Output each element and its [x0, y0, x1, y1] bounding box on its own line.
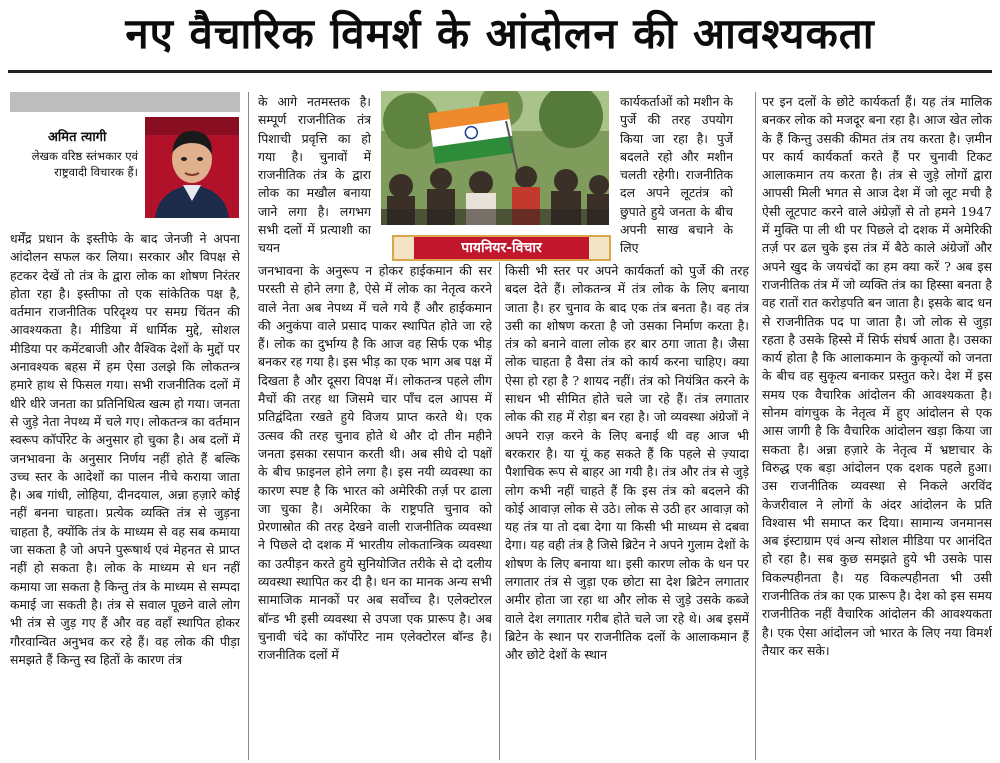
column-2-top-text: के आगे नतमस्तक है। सम्पूर्ण राजनीतिक तंत्र पिशाची प्रवृत्ति का हो गया है। चुनावों में राजनीतिक तंत्र के द्वारा लोक का मखौल बनाया जाने लगा है। लगभग सभी दलों में प्रत्याशी का चयन — [258, 94, 371, 255]
column-3-top — [620, 93, 733, 265]
column-3-top-text: कार्यकर्ताओं को मशीन के पुर्जे की तरह उपयोग किया जा रहा है। पुर्जे बदलते रहो और मशीन चलती रहेगी। राजनीतिक दल अपने लूटतंत्र को छुपाते हुये जनता के बीच अपनी साख बचाने के लिए — [620, 94, 733, 256]
section-banner — [392, 235, 611, 261]
column-2-top — [258, 93, 371, 255]
author-name: अमित त्यागी — [48, 130, 107, 145]
headline-rule — [8, 70, 992, 73]
column-2-main — [258, 262, 492, 762]
column-divider — [755, 92, 756, 760]
author-description: लेखक वरिष्ठ स्तंभकार एवं राष्ट्रवादी विचारक हैं। — [31, 149, 138, 179]
column-2-main-text: जनभावना के अनुरूप न होकर हाईकमान की सर परस्ती से होने लगा है, ऐसे में लोक का नेतृत्व करने वाले नेता अब नेपथ्य में चले गये हैं और हाईकमान की अनुकंपा वाले प्रसाद पाकर स्थापित होते जा रहे हैं। लोक का दुर्भाग्य है कि आज वह सिर्फ एक भीड़ बनकर रह गया है। इस भीड़ का एक भाग अब पक्ष में दिखता है और दूसरा विपक्ष में। लोकतन्त्र पहले लीग मैचों की तरह था जिसमे चार पाँच दल आपस में प्रतिद्वंदिता रखते हुये विजय प्राप्त करते थे। एक उत्सव की तरह चुनाव होते थे और दो तीन महीने जनता इसका रसपान करती थी। अब सीधे दो पक्षों के बीच फ़ाइनल होने लगा है। इस नयी व्यवस्था का कारण स्पष्ट है कि भारत को अमेरिकी तर्ज़ पर ढाला जा चुका है। अमेरिका के राष्ट्रपति चुनाव को प्रेरणास्रोत की तरह देखने वाली राजनीतिक व्यवस्था ने पिछले दो दशक में भारतीय लोकतान्त्रिक व्यवस्था का उत्पीड़न करते हुये सुनियोजित तरीके से दो दलीय व्यवस्था स्थापित कर दी है। धन का मानक अन्य सभी सामाजिक मानकों पर अब सर्वोच्च है। एलेक्टोरल बॉन्ड भी इसी व्यवस्था से उपजा एक प्रारूप है। अब चुनावी चंदे का कॉर्पोरेट नाम एलेक्टोरल बॉन्ड है। राजनीतिक दलों में — [258, 263, 492, 663]
protest-photo — [381, 91, 609, 225]
column-4 — [762, 93, 992, 761]
section-banner-label: पायनियर-विचार — [414, 237, 589, 259]
column-4-text: पर इन दलों के छोटे कार्यकर्ता हैं। यह तंत्र मालिक बनकर लोक को मजदूर बना रहा है। आज खेत लोक के हैं किन्तु उसकी कीमत तंत्र तय करता है। ज़मीन पर कार्य कार्यकर्ता करते हैं पर चुनावी टिकट आलाकमान तय करता है। तंत्र से जुड़े लोगों द्वारा आपसी मिली भगत से आज देश में जो लूट मची है ऐसी लूटपाट करने वाले अंग्रेज़ों से तो हमने 1947 में मुक्ति पा ली थी पर पिछले दो दशक में अमेरिकी तर्ज़ पर ढल चुके इस तंत्र में बैठे काले अंग्रेजों और अपने खुद के जयचंदों का हम क्या करें ? अब इस राजनीतिक तंत्र में जो व्यक्ति तंत्र का हिस्सा बनता है वह रातों रात करोड़पति बन जाता है। इसके बाद धन से राजनीतिक पद पा जाता है। जो लोक से जुड़ा रहता है उसके हिस्से में सिर्फ संघर्ष आता है। उसका कार्य होता है कि आलाकमान के कुकृत्यों को जनता के बीच वह सुकृत्य बनाकर प्रस्तुत करे। देश में इस समय एक वैचारिक आंदोलन की आवश्यकता है। सोनम वांगचुक के नेतृत्व में हुए आंदोलन से एक आस जागी है कि वैचारिक आंदोलन खड़ा किया जा सकता है। अन्ना हज़ारे के नेतृत्व में भ्रष्टाचार के विरुद्ध एक बड़ा आंदोलन एक दशक पहले हुआ। उस राजनीतिक व्यवस्था से निकले अरविंद केजरीवाल ने लोगों के अंदर आंदोलन के प्रति विश्वास भी समाप्त कर दिया। सामान्य जनमानस अब इंस्टाग्राम एवं अन्य सोशल मीडिया पर आनंदित हो रहा है। सब कुछ समझते हुये भी उसके पास विकल्पहीनता है। यह विकल्पहीनता भी उसी राजनीतिक तंत्र का एक प्रारूप है। देश को इस समय राजनीतिक नहीं वैचारिक आंदोलन की आवश्यकता है। एक ऐसा आंदोलन जो भारत के लिए नया विमर्श तैयार कर सके। — [762, 94, 992, 658]
author-portrait — [145, 117, 239, 218]
author-header-bar — [10, 92, 240, 112]
column-divider — [248, 92, 249, 760]
column-1-text: धर्मेंद्र प्रधान के इस्तीफे के बाद जेनजी ने अपना आंदोलन सफल कर लिया। सरकार और विपक्ष से हटकर देखें तो तंत्र के द्वारा लोक का शोषण निरंतर होता रहा है। इस्तीफा तो एक सांकेतिक पक्ष है, वर्तमान राजनीतिक परिदृश्य पर समग्र चिंतन की आवश्यकता है। मीडिया में धार्मिक मुद्दे, सोशल मीडिया पर कमेंटबाजी और वैश्विक देशों के मुद्दों पर अनावश्यक बहस में हम ऐसा उलझे कि लोकतन्त्र हमारे हाथ से फिसल गया। सभी राजनीतिक दलों में धीरे धीरे जनता का प्रतिनिधित्व खत्म हो गया। जनता से जुड़े नेता नेपथ्य में चले गए। लोकतन्त्र का वर्तमान स्वरूप कॉर्पोरेट के अनुसार हो चुका है। अब दलों में जनभावना के अनुसार निर्णय नहीं होते हैं बल्कि उच्च स्तर के आदेशों का पालन नीचे कराया जाता है। अब गांधी, लोहिया, दीनदयाल, अन्ना हज़ारे कोई नहीं बनना चाहता। प्रत्येक व्यक्ति तंत्र से जुड़ना चाहता है, क्योंकि तंत्र के माध्यम से वह सब कमाया जा सकता है जो अपने पुरूषार्थ एवं मेहनत से प्राप्त नहीं हो सकता है। लोक के माध्यम से धन नहीं कमाया जा सकता है किन्तु तंत्र के माध्यम से सम्पदा कमाई जा सकती है। तंत्र से सवाल पूछने वाले लोग भी तंत्र से जुड़ गए हैं और वह वहाँ स्थापित होकर गौरवान्वित अनुभव कर रहे हैं। वह लोक की पीड़ा समझते हैं किन्तु स्व हितों के कारण तंत्र — [10, 231, 240, 667]
column-3-main-text: किसी भी स्तर पर अपने कार्यकर्ता को पुर्जे की तरह बदल देते हैं। लोकतन्त्र में तंत्र लोक के लिए बनाया जाता है। हर चुनाव के बाद एक तंत्र बनता है। वह तंत्र उसी का शोषण करता है जो उसका निर्माण करता है। तंत्र को बनाने वाला लोक हर बार ठगा जाता है। जैसा लोक चाहता है वैसा तंत्र को कार्य करना चाहिए। क्या ऐसा हो रहा है ? शायद नहीं। तंत्र को नियंत्रित करने के साधन भी सीमित होते चले जा रहे हैं। तंत्र लगातार लोक की राह में रोड़ा बन रहा है। जो व्यवस्था अंग्रेजों ने अपने राज़ करने के लिए बनाई थी वह आज भी बरकरार है। या यूं कह सकते हैं कि पहले से ज़्यादा पैशाचिक रूप से बाहर आ गयी है। तंत्र और तंत्र से जुड़े लोग कभी नहीं चाहते हैं कि इस तंत्र को बदलने की कोई आवाज़ लोक से उठे। लोक से उठी हर आवाज़ को यह तंत्र या तो दबा देगा या किसी भी माध्यम से दबवा देगा। यह वही तंत्र है जिसे ब्रिटेन ने अपने गुलाम देशों के शोषण के लिए बनाया था। इसी कारण लोक के धन पर लगातार तंत्र से जुड़ा एक छोटा सा देश ब्रिटेन लगातार अमीर होता जा रहा था और लोक से जुड़े उसके कब्जे वाले देश लगातार गरीब होते चले जा रहे थे। अब इसमें ब्रिटेन के स्थान पर राजनीतिक दलों के आलाकमान हैं और छोटे देशों के स्थान — [505, 263, 749, 663]
column-3-main — [505, 262, 749, 762]
headline: नए वैचारिक विमर्श के आंदोलन की आवश्यकता — [125, 9, 875, 58]
column-1 — [10, 230, 240, 760]
column-divider — [499, 262, 500, 760]
